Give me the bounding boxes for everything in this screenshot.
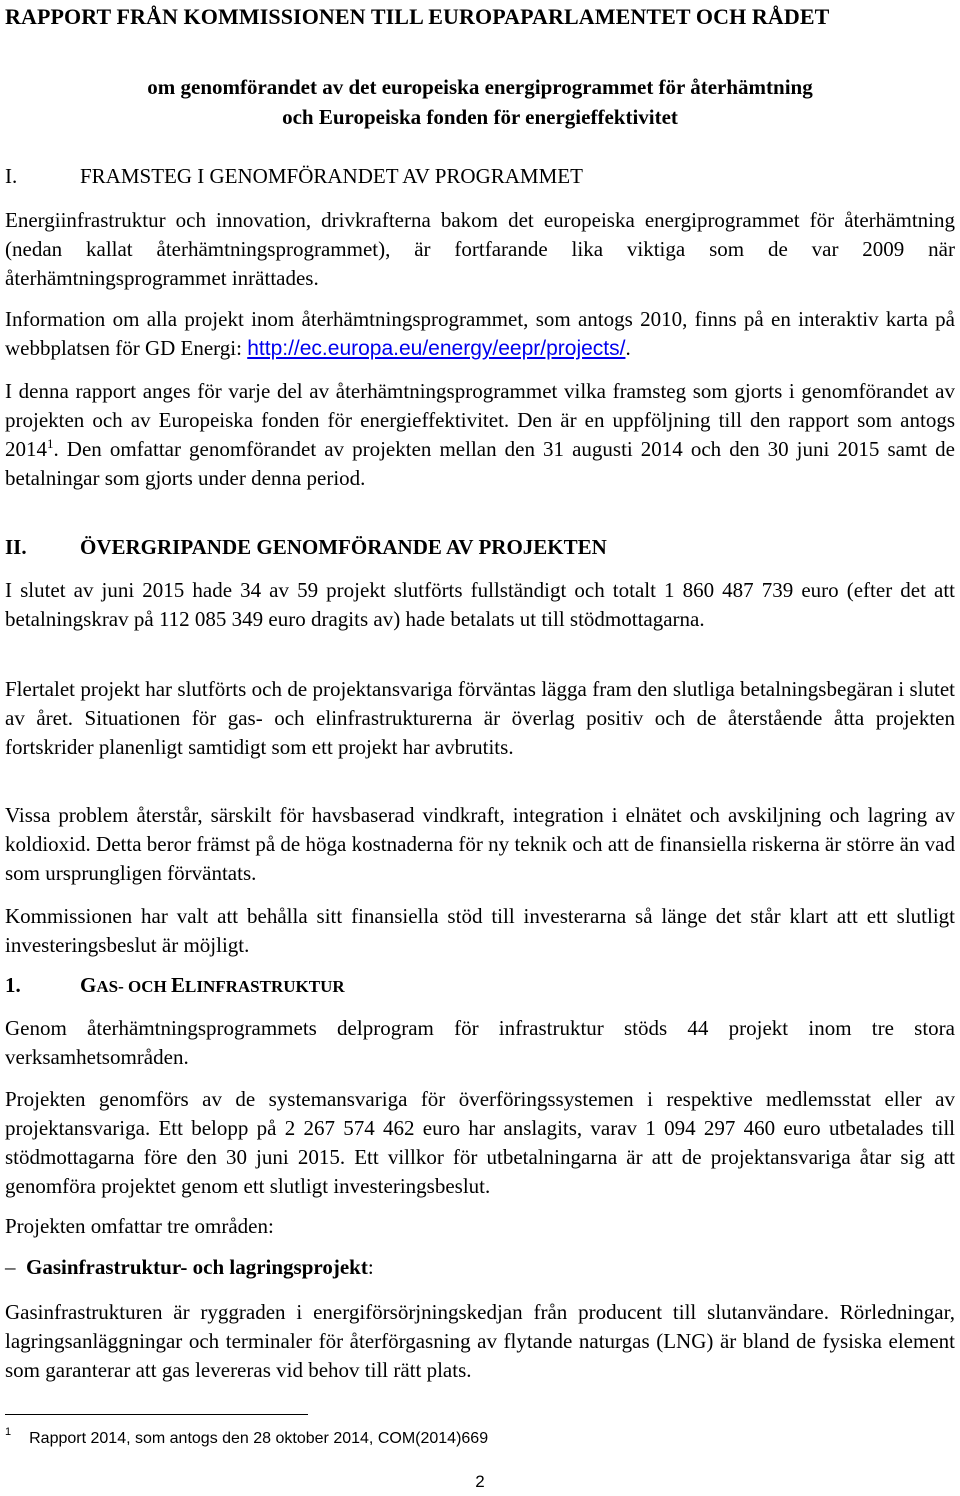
paragraph: Gasinfrastrukturen är ryggraden i energiförsörjningskedjan från producent till slutanvändare. Rörledningar, lagringsanläggningar och terminaler för återförgasning av flytande naturgas (LNG) är bland de fysiska element som garanterar att gas levereras vid behov till rätt plats. bbox=[5, 1300, 955, 1382]
paragraph: Vissa problem återstår, särskilt för havsbaserad vindkraft, integration i elnätet och avskiljning och lagring av koldioxid. Detta beror främst på de höga kostnaderna för ny teknik och att de finansiella riskerna är större än vad som ursprungligen förväntats. bbox=[5, 803, 955, 885]
eepr-projects-link[interactable]: http://ec.europa.eu/energy/eepr/projects/ bbox=[247, 337, 626, 360]
footnote-text: Rapport 2014, som antogs den 28 oktober 2014, COM(2014)669 bbox=[29, 1430, 489, 1447]
footnote-mark: 1 bbox=[5, 1426, 12, 1438]
section-title: ÖVERGRIPANDE GENOMFÖRANDE AV PROJEKTEN bbox=[80, 535, 607, 559]
section-title: FRAMSTEG I GENOMFÖRANDET AV PROGRAMMET bbox=[80, 164, 583, 188]
footnote-separator bbox=[5, 1414, 308, 1415]
footnote bbox=[5, 1426, 489, 1448]
paragraph: Flertalet projekt har slutförts och de projektansvariga förväntas lägga fram den slutliga betalningsbegäran i slutet av året. Situationen för gas- och elinfrastrukturerna är överlag positiv och de återstående åtta projekten fortskrider planenligt samtidigt som ett projekt har avbrutits. bbox=[5, 677, 955, 759]
paragraph: Energiinfrastruktur och innovation, drivkrafterna bakom det europeiska energiprogrammet för återhämtning (nedan kallat återhämtningsprogrammet), är fortfarande lika viktiga som de var 2009 när återhämtningsprogrammet inrättades. bbox=[5, 208, 955, 290]
bullet-item bbox=[5, 1255, 374, 1280]
subsection-title bbox=[80, 973, 345, 997]
subtitle-line-1: om genomförandet av det europeiska energiprogrammet för återhämtning bbox=[147, 75, 813, 99]
paragraph-text: . Den omfattar genomförandet av projekten mellan den 31 augusti 2014 och den 30 juni 2015 samt de betalningar som gjorts under denna period. bbox=[5, 437, 955, 490]
bullet-heading: Gasinfrastruktur- och lagringsprojekt bbox=[26, 1255, 368, 1279]
page-number: 2 bbox=[475, 1472, 485, 1491]
bullet-colon: : bbox=[367, 1255, 374, 1279]
bullet-dash: – bbox=[5, 1255, 16, 1279]
paragraph: I slutet av juni 2015 hade 34 av 59 projekt slutförts fullständigt och totalt 1 860 487 739 euro (efter det att betalningskrav på 112 085 349 euro dragits av) hade betalats ut till stödmottagarna. bbox=[5, 578, 955, 631]
section-heading-2 bbox=[5, 535, 607, 560]
title-part: LINFRASTRUKTUR bbox=[184, 977, 345, 996]
title-part: AS- OCH bbox=[96, 977, 171, 996]
paragraph-with-link bbox=[5, 305, 955, 363]
report-title: RAPPORT FRÅN KOMMISSIONEN TILL EUROPAPARLAMENTET OCH RÅDET bbox=[5, 4, 830, 29]
paragraph: Projekten genomförs av de systemansvariga för överföringssystemen i respektive medlemsstat eller av projektansvariga. Ett belopp på 2 267 574 462 euro har anslagits, varav 1 094 297 460 euro utbetalades till stödmottagarna före den 30 juni 2015. Ett villkor för utbetalningarna är att de projektansvariga åtar sig att genomföra projektet genom ett slutligt investeringsbeslut. bbox=[5, 1087, 955, 1198]
section-heading-1 bbox=[5, 164, 583, 189]
section-number: II. bbox=[5, 535, 27, 559]
paragraph-text: Information om alla projekt inom återhämtningsprogrammet, som antogs 2010, finns på en interaktiv karta på webbplatsen för GD Energi: bbox=[5, 307, 955, 360]
subtitle-line-2: och Europeiska fonden för energieffektivitet bbox=[282, 105, 678, 129]
report-subtitle bbox=[5, 72, 955, 132]
footnote-ref[interactable]: 1 bbox=[47, 436, 54, 451]
paragraph: Genom återhämtningsprogrammets delprogram för infrastruktur stöds 44 projekt inom tre stora verksamhetsområden. bbox=[5, 1016, 955, 1069]
paragraph bbox=[5, 377, 955, 493]
section-number: I. bbox=[5, 164, 18, 188]
paragraph: Projekten omfattar tre områden: bbox=[5, 1214, 274, 1238]
title-part: E bbox=[170, 973, 185, 997]
paragraph: Kommissionen har valt att behålla sitt finansiella stöd till investerarna så länge det står klart att ett slutligt investeringsbeslut är möjligt. bbox=[5, 904, 955, 957]
subsection-heading bbox=[5, 973, 345, 998]
paragraph-text: I denna rapport anges för varje del av återhämtningsprogrammet vilka framsteg som gjorts i genomförandet av projekten och av Europeiska fonden för energieffektivitet. Den är en uppföljning till den rapport som antogs 2014 bbox=[5, 379, 955, 461]
subsection-number: 1. bbox=[5, 973, 21, 997]
paragraph-end: . bbox=[625, 336, 631, 360]
title-part: G bbox=[80, 973, 97, 997]
